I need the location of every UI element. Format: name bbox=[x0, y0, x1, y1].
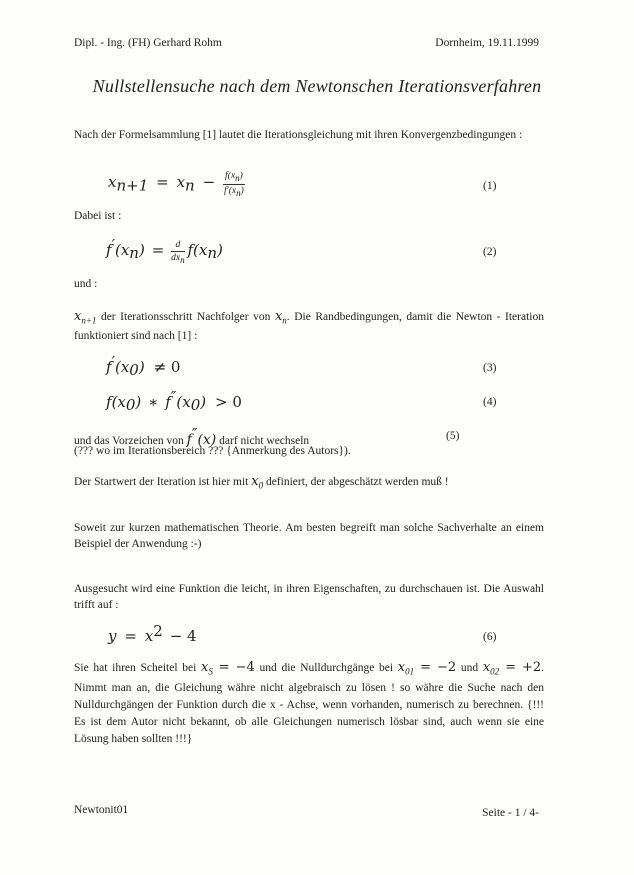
equation-1-label: (1) bbox=[483, 180, 497, 192]
footer-filename: Newtonit01 bbox=[74, 804, 129, 816]
footer-page-number: Seite - 1 / 4- bbox=[482, 807, 539, 819]
paragraph-und: und : bbox=[74, 278, 98, 290]
header-place-date: Dornheim, 19.11.1999 bbox=[435, 37, 539, 49]
equation-4-label: (4) bbox=[483, 396, 497, 408]
paragraph-iteration-step: $x_{n+1}$ der Iterationsschritt Nachfolger von $x_n$. Die Randbedingungen, damit die Newton - Iteration funktioniert sind nach [1] : bbox=[74, 309, 544, 343]
paragraph-theorie: Soweit zur kurzen mathematischen Theorie. Am besten begreift man solche Sachverhalte an einem Beispiel der Anwendung :-) bbox=[74, 522, 544, 550]
equation-1: $x_{n+1} = x_n$ − $\frac{f(x_n)}{f'(x_n)}$ bbox=[108, 171, 244, 198]
paragraph-vorzeichen: und das Vorzeichen von f″(x) darf nicht wechseln bbox=[74, 425, 310, 448]
equation-6: $y = x^2 - 4$ bbox=[108, 622, 197, 645]
paragraph-dabei: Dabei ist : bbox=[74, 210, 122, 222]
equation-3: $f'(x_0) \ne 0$ bbox=[106, 353, 181, 380]
paragraph-beispiel: Sie hat ihren Scheitel bei $x_S = -4$ und die Nulldurchgänge bei $x_{01} = -2$ und $x_{02} = +2$. Nimmt man an, die Gleichung währe nicht algebraisch zu lösen ! so währe die Suche nach den Nulldurchgängen der Funktion durch die x - Achse, wenn vorhanden, numerisch zu berechnen. {!!! Es ist dem Autor nicht bekannt, ob alle Gleichungen numerisch lösbar sind, auch wenn sie eine Lösung haben sollten !!!} bbox=[74, 660, 545, 746]
document-title: Nullstellensuche nach dem Newtonschen Iterationsverfahren bbox=[92, 76, 542, 96]
equation-6-label: (6) bbox=[483, 631, 497, 643]
paragraph-auswahl: Ausgesucht wird eine Funktion die leicht, in ihren Eigenschaften, zu durchschauen ist. Die Auswahl trifft auf : bbox=[74, 583, 544, 611]
paragraph-intro: Nach der Formelsammlung [1] lautet die Iterationsgleichung mit ihren Konvergenzbedingungen : bbox=[74, 129, 523, 141]
equation-2: $f'(x_n)$ = $\frac{d}{dx_n}$ $f(x_n)$ bbox=[106, 236, 223, 265]
paragraph-startwert: Der Startwert der Iteration ist hier mit $x_0$ definiert, der abgeschätzt werden muß ! bbox=[74, 474, 449, 491]
equation-5-label: (5) bbox=[446, 430, 460, 442]
equation-2-label: (2) bbox=[483, 246, 497, 258]
equation-4: $f(x_0)$ ∗ $f''(x_0) > 0$ bbox=[106, 388, 242, 415]
paragraph-vorzeichen-note: (??? wo im Iterationsbereich ??? {Anmerkung des Autors}). bbox=[74, 445, 351, 457]
header-author: Dipl. - Ing. (FH) Gerhard Rohm bbox=[74, 37, 222, 49]
equation-3-label: (3) bbox=[483, 362, 497, 374]
